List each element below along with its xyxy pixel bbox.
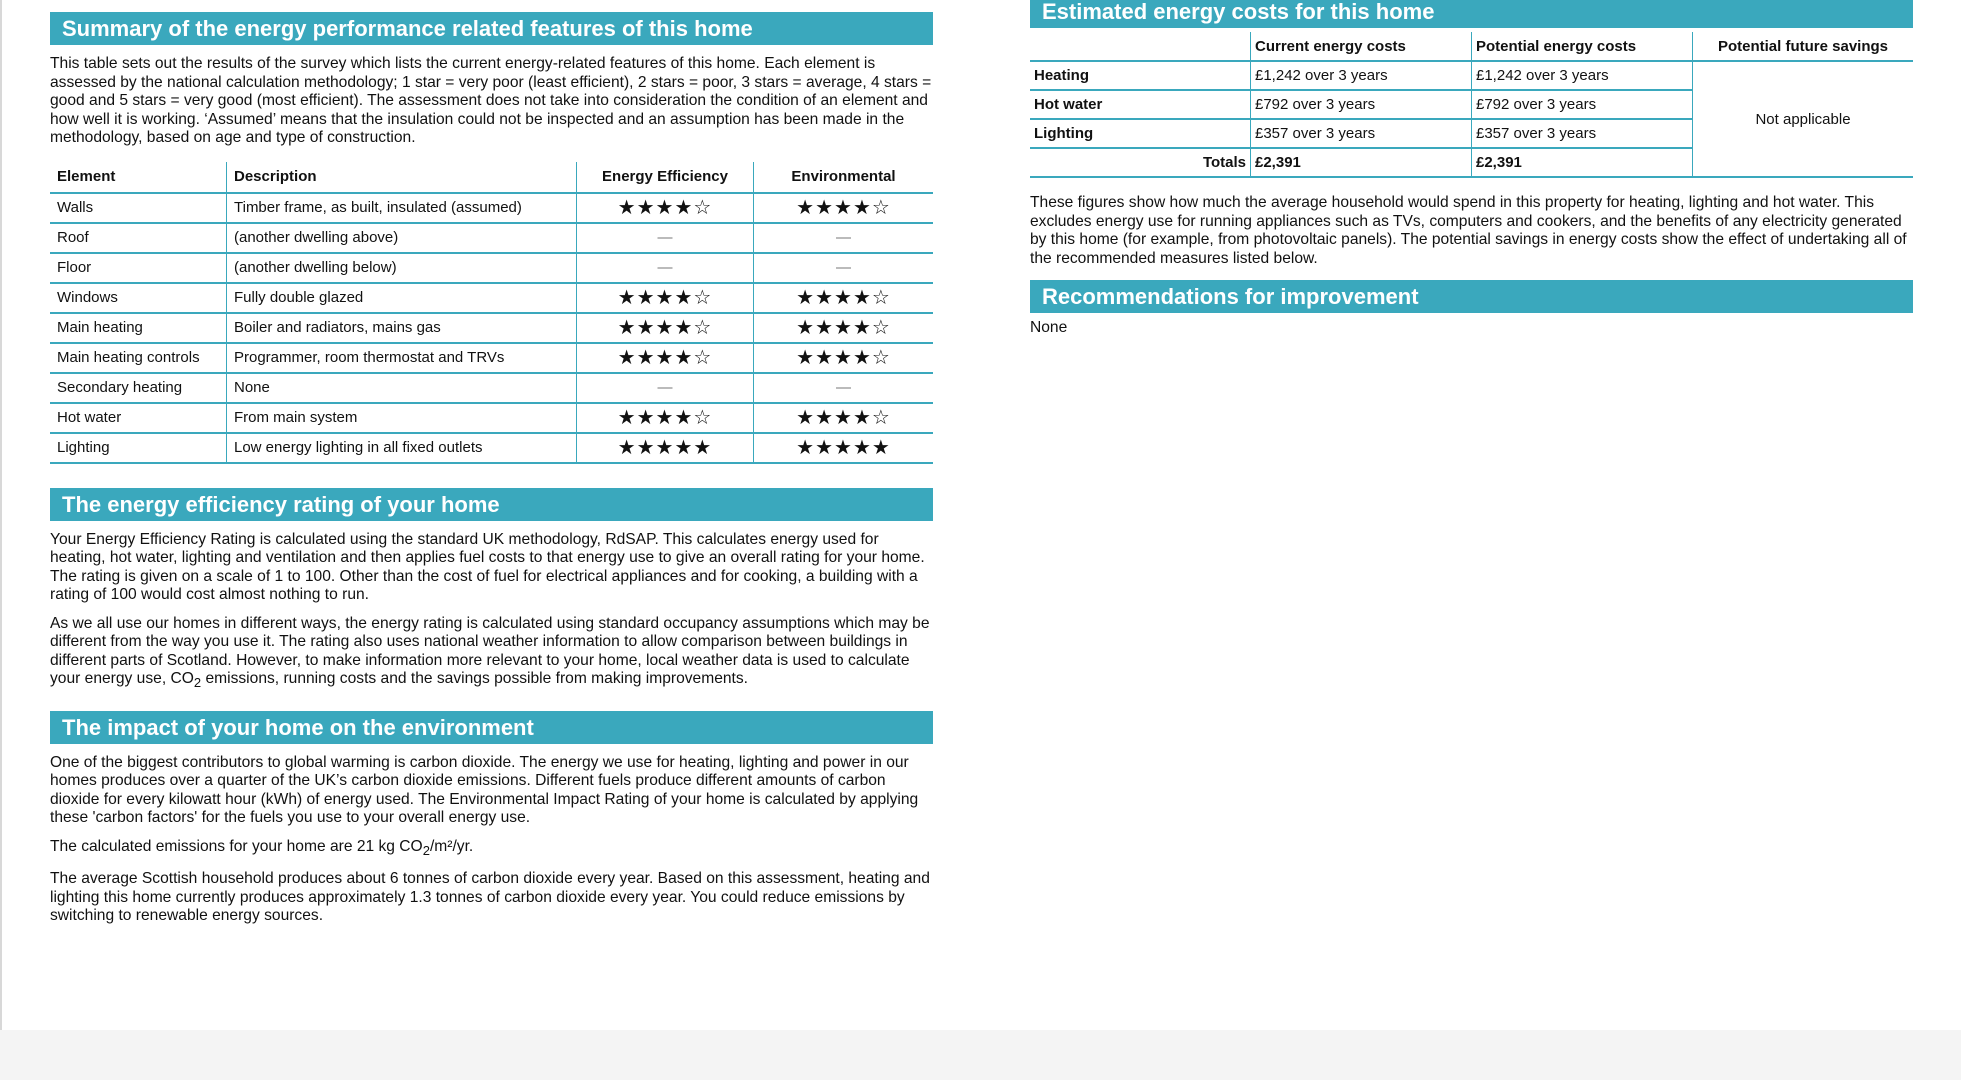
costs-label: Heating <box>1030 61 1251 90</box>
environmental-rating: ★★★★☆ <box>754 283 934 313</box>
environment-paragraph-3: The average Scottish household produces about 6 tonnes of carbon dioxide every year. Based on this assessment, heating and lighting this home currently produces approximately 1.3 tonnes of carbon dioxide every year. You could reduce emissions by switching to renewable energy sources. <box>50 870 930 925</box>
costs-note: These figures show how much the average household would spend in this property for heating, lighting and hot water. This excludes energy use for running appliances such as TVs, computers and cookers, and the benefits of any electricity generated by this home (for example, from photovoltaic panels). The potential savings in energy costs show the effect of undertaking all of the recommended measures listed below. <box>1030 194 1907 267</box>
costs-col-blank <box>1030 32 1251 61</box>
description-cell: Boiler and radiators, mains gas <box>227 313 577 343</box>
description-cell: Timber frame, as built, insulated (assumed) <box>227 193 577 223</box>
environmental-rating: ★★★★☆ <box>754 313 934 343</box>
features-table <box>50 162 933 464</box>
environmental-rating: ★★★★☆ <box>754 403 934 433</box>
energy-efficiency-rating: ★★★★☆ <box>577 193 754 223</box>
costs-label: Lighting <box>1030 119 1251 148</box>
environment-header: The impact of your home on the environment <box>50 711 933 744</box>
features-row <box>50 283 933 313</box>
recommendations-header: Recommendations for improvement <box>1030 280 1913 313</box>
features-row <box>50 223 933 253</box>
recommendations-text: None <box>1030 319 1068 336</box>
costs-header-row <box>1030 32 1913 61</box>
future-savings-value: Not applicable <box>1693 61 1914 177</box>
features-row <box>50 193 933 223</box>
costs-header: Estimated energy costs for this home <box>1030 0 1913 28</box>
energy-efficiency-rating: — <box>577 253 754 283</box>
environmental-rating: — <box>754 253 934 283</box>
col-future-savings: Potential future savings <box>1693 32 1914 61</box>
total-potential: £2,391 <box>1472 148 1693 177</box>
current-cost: £1,242 over 3 years <box>1251 61 1472 90</box>
potential-cost: £792 over 3 years <box>1472 90 1693 119</box>
features-row <box>50 253 933 283</box>
element-cell: Secondary heating <box>50 373 227 403</box>
description-cell: Fully double glazed <box>227 283 577 313</box>
costs-row-heating <box>1030 61 1913 90</box>
potential-cost: £1,242 over 3 years <box>1472 61 1693 90</box>
element-cell: Main heating <box>50 313 227 343</box>
summary-header: Summary of the energy performance related features of this home <box>50 12 933 45</box>
environmental-rating: — <box>754 373 934 403</box>
col-potential-costs: Potential energy costs <box>1472 32 1693 61</box>
summary-intro: This table sets out the results of the survey which lists the current energy-related features of this home. Each element is assessed by the national calculation methodology; 1 star = very poor (least efficient), 2 stars = poor, 3 stars = average, 4 stars = good and 5 stars = very good (most efficient). The assessment does not take into consideration the condition of an element and how well it is working. ‘Assumed’ means that the insulation could not be inspected and an assumption has been made in the methodology, based on age and type of construction. <box>50 55 932 146</box>
col-energy-efficiency: Energy Efficiency <box>577 162 754 193</box>
features-row <box>50 343 933 373</box>
features-header-row <box>50 162 933 193</box>
element-cell: Hot water <box>50 403 227 433</box>
description-cell: Low energy lighting in all fixed outlets <box>227 433 577 463</box>
col-element: Element <box>50 162 227 193</box>
page-edge <box>0 0 2 1080</box>
energy-efficiency-rating: ★★★★☆ <box>577 283 754 313</box>
features-row <box>50 313 933 343</box>
element-cell: Roof <box>50 223 227 253</box>
energy-efficiency-rating: — <box>577 373 754 403</box>
features-row <box>50 433 933 463</box>
page-bottom-band <box>0 1030 1961 1080</box>
description-cell: None <box>227 373 577 403</box>
current-cost: £357 over 3 years <box>1251 119 1472 148</box>
element-cell: Floor <box>50 253 227 283</box>
description-cell: (another dwelling above) <box>227 223 577 253</box>
element-cell: Main heating controls <box>50 343 227 373</box>
totals-label: Totals <box>1030 148 1251 177</box>
potential-cost: £357 over 3 years <box>1472 119 1693 148</box>
rating-header: The energy efficiency rating of your home <box>50 488 933 521</box>
rating-paragraph-2: As we all use our homes in different ways, the energy rating is calculated using standard occupancy assumptions which may be different from the way you use it. The rating also uses national weather information to allow comparison between buildings in different parts of Scotland. However, to make information more relevant to your home, local weather data is used to calculate your energy use, $CO_2$ emissions, running costs and the savings possible from making improvements. <box>50 614 930 691</box>
col-current-costs: Current energy costs <box>1251 32 1472 61</box>
costs-label: Hot water <box>1030 90 1251 119</box>
environmental-rating: ★★★★★ <box>754 433 934 463</box>
right-column <box>1030 0 1913 338</box>
element-cell: Walls <box>50 193 227 223</box>
energy-efficiency-rating: ★★★★☆ <box>577 313 754 343</box>
description-cell: (another dwelling below) <box>227 253 577 283</box>
environment-paragraph-1: One of the biggest contributors to global warming is carbon dioxide. The energy we use for heating, lighting and power in our homes produces over a quarter of the UK’s carbon dioxide emissions. Different fuels produce different amounts of carbon dioxide for every kilowatt hour (kWh) of energy used. The Environmental Impact Rating of your home is calculated by applying these 'carbon factors' for the fuels you use to your overall energy use. <box>50 753 919 827</box>
rating-paragraph-1: Your Energy Efficiency Rating is calculated using the standard UK methodology, RdSAP. This calculates energy used for heating, hot water, lighting and ventilation and then applies fuel costs to that energy use to give an overall rating for your home. The rating is given on a scale of 1 to 100. Other than the cost of fuel for electrical appliances and for cooking, a building with a rating of 100 would cost almost nothing to run. <box>50 530 925 603</box>
costs-table <box>1030 32 1913 178</box>
total-current: £2,391 <box>1251 148 1472 177</box>
col-description: Description <box>227 162 577 193</box>
element-cell: Lighting <box>50 433 227 463</box>
current-cost: £792 over 3 years <box>1251 90 1472 119</box>
environmental-rating: ★★★★☆ <box>754 343 934 373</box>
energy-efficiency-rating: ★★★★★ <box>577 433 754 463</box>
left-column <box>50 12 933 926</box>
energy-efficiency-rating: ★★★★☆ <box>577 403 754 433</box>
features-row <box>50 373 933 403</box>
description-cell: From main system <box>227 403 577 433</box>
environmental-rating: — <box>754 223 934 253</box>
environmental-rating: ★★★★☆ <box>754 193 934 223</box>
emissions-line: The calculated emissions for your home are 21 kg $CO_2/m^2/yr$. <box>50 837 474 858</box>
element-cell: Windows <box>50 283 227 313</box>
description-cell: Programmer, room thermostat and TRVs <box>227 343 577 373</box>
col-environmental: Environmental <box>754 162 934 193</box>
energy-efficiency-rating: — <box>577 223 754 253</box>
features-row <box>50 403 933 433</box>
energy-efficiency-rating: ★★★★☆ <box>577 343 754 373</box>
